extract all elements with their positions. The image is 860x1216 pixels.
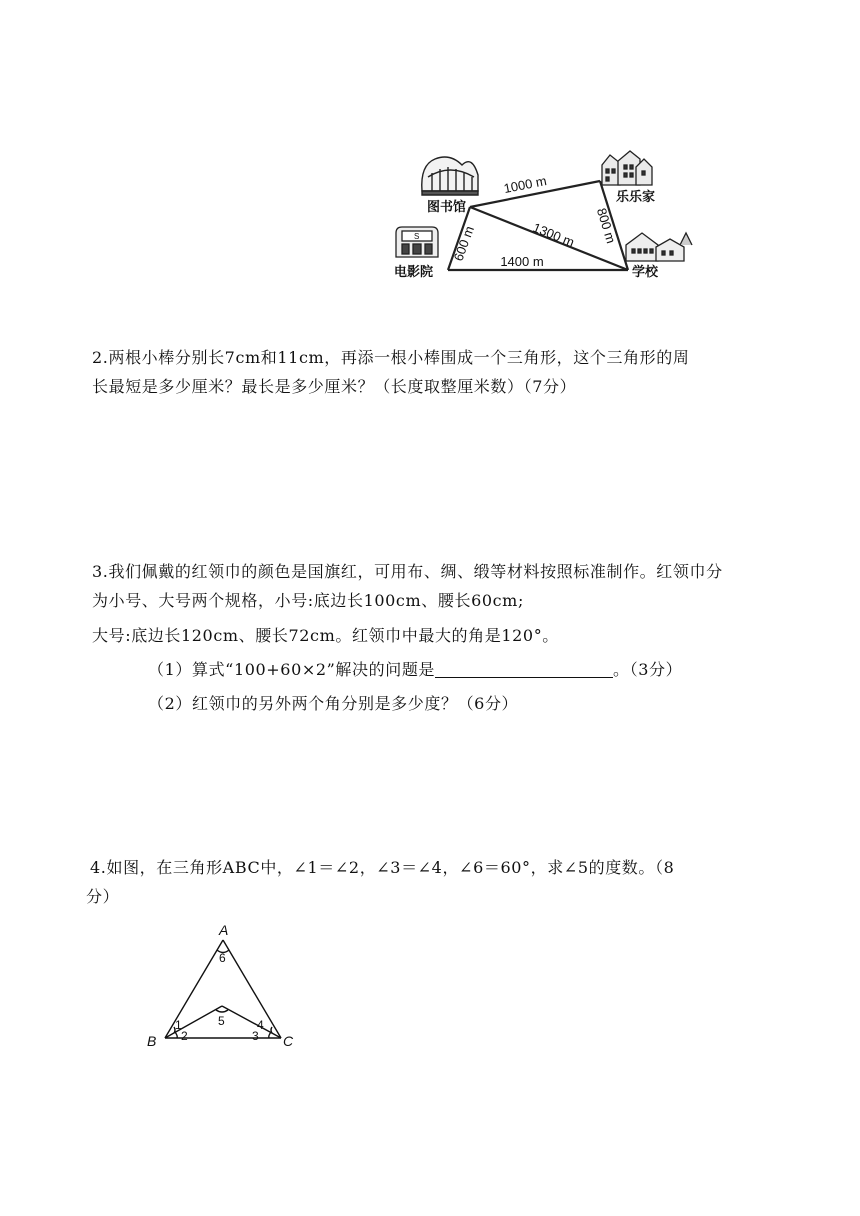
svg-text:S: S <box>414 232 420 241</box>
map-figure <box>380 145 700 290</box>
q3-line-1: 3.我们佩戴的红领巾的颜色是国旗红，可用布、绸、缎等材料按照标准制作。红领巾分 <box>92 562 723 581</box>
vertex-label-c: C <box>283 1033 294 1049</box>
lele-home-building-icon <box>602 151 652 185</box>
q3-line-2: 为小号、大号两个规格，小号:底边长100cm、腰长60cm; <box>92 591 524 610</box>
angle-label-6: 6 <box>219 951 226 965</box>
angle-label-4: 4 <box>257 1018 264 1032</box>
angle-label-1: 1 <box>175 1018 182 1032</box>
distance-library-school: 1300 m <box>530 219 577 250</box>
q4-line-1: 4.如图，在三角形ABC中，∠1＝∠2，∠3＝∠4，∠6＝60°，求∠5的度数。（8 <box>90 858 675 877</box>
triangle-figure <box>140 918 310 1056</box>
q2-line-2: 长最短是多少厘米？最长是多少厘米？（长度取整厘米数）（7分） <box>92 377 577 396</box>
distance-cinema-school: 1400 m <box>500 254 544 269</box>
q3-sub1-points: 。（3分） <box>613 660 683 679</box>
q2-line-1: 2.两根小棒分别长7cm和11cm，再添一根小棒围成一个三角形，这个三角形的周 <box>92 348 690 367</box>
vertex-label-a: A <box>219 922 229 938</box>
school-building-icon <box>626 233 692 261</box>
angle-label-3: 3 <box>252 1029 259 1043</box>
distance-library-lele: 1000 m <box>502 173 548 197</box>
distance-lele-school: 800 m <box>593 206 619 246</box>
q3-sub-question-2: （2）红领巾的另外两个角分别是多少度？（6分） <box>148 694 519 713</box>
angle-label-2: 2 <box>181 1029 188 1043</box>
map-label-lele-home: 乐乐家 <box>616 189 656 204</box>
q3-line-3: 大号:底边长120cm、腰长72cm。红领巾中最大的角是120°。 <box>92 626 559 645</box>
q4-line-2: 分） <box>86 887 120 906</box>
map-label-school: 学校 <box>632 264 659 279</box>
q3-sub-question-1 <box>148 660 682 680</box>
q3-sub1-text: （1）算式“100+60×2”解决的问题是 <box>148 660 436 679</box>
cinema-building-icon <box>396 227 438 257</box>
map-label-library: 图书馆 <box>427 199 467 214</box>
vertex-label-b: B <box>147 1033 157 1049</box>
distance-cinema-library: 600 m <box>450 223 477 264</box>
map-label-cinema: 电影院 <box>394 264 434 279</box>
answer-blank[interactable] <box>435 661 613 678</box>
library-building-icon <box>422 157 478 195</box>
angle-label-5: 5 <box>218 1014 225 1028</box>
